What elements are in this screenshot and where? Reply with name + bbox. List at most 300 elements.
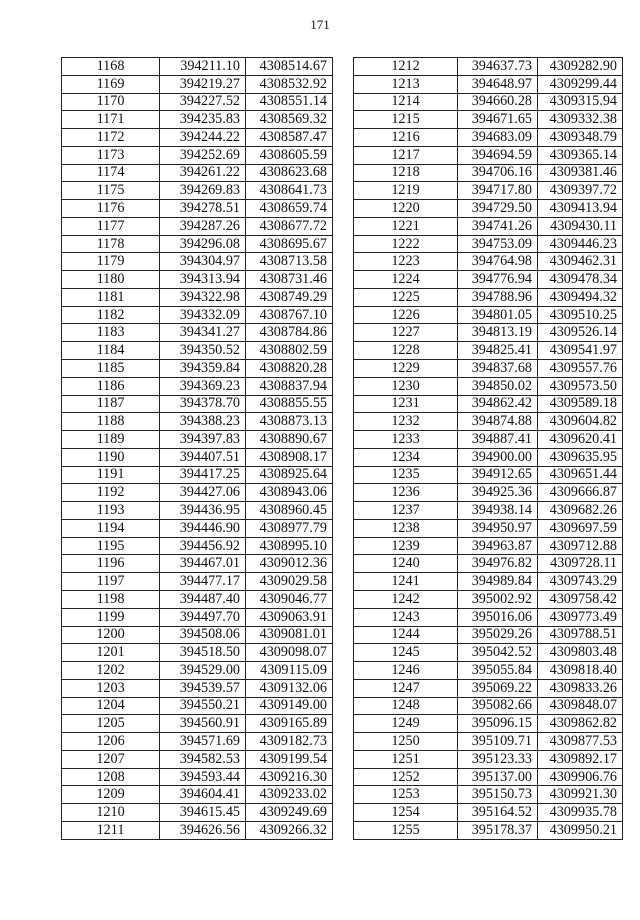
point-number-cell: 1210 [62,804,160,822]
table-row [354,342,623,360]
y-coordinate-cell: 4309712.88 [538,537,623,555]
point-number-cell: 1211 [62,821,160,839]
y-coordinate-cell: 4309573.50 [538,377,623,395]
point-number-cell: 1246 [354,662,458,680]
point-number-cell: 1172 [62,129,160,147]
x-coordinate-cell: 395096.15 [458,715,538,733]
x-coordinate-cell: 395002.92 [458,590,538,608]
point-number-cell: 1238 [354,519,458,537]
y-coordinate-cell: 4309604.82 [538,413,623,431]
x-coordinate-cell: 395123.33 [458,750,538,768]
y-coordinate-cell: 4309651.44 [538,466,623,484]
x-coordinate-cell: 394813.19 [458,324,538,342]
point-number-cell: 1181 [62,288,160,306]
x-coordinate-cell: 394529.00 [160,662,246,680]
x-coordinate-cell: 394694.59 [458,146,538,164]
y-coordinate-cell: 4308677.72 [246,217,333,235]
table-row [62,821,333,839]
table-row [62,590,333,608]
y-coordinate-cell: 4309249.69 [246,804,333,822]
x-coordinate-cell: 394912.65 [458,466,538,484]
table-row [354,111,623,129]
table-row [62,537,333,555]
point-number-cell: 1199 [62,608,160,626]
table-row [354,590,623,608]
table-row [62,413,333,431]
table-row [62,146,333,164]
x-coordinate-cell: 394764.98 [458,253,538,271]
point-number-cell: 1170 [62,93,160,111]
x-coordinate-cell: 394571.69 [160,733,246,751]
table-row [62,271,333,289]
x-coordinate-cell: 394593.44 [160,768,246,786]
point-number-cell: 1193 [62,502,160,520]
y-coordinate-cell: 4309635.95 [538,448,623,466]
point-number-cell: 1247 [354,679,458,697]
point-number-cell: 1182 [62,306,160,324]
y-coordinate-cell: 4308713.58 [246,253,333,271]
point-number-cell: 1254 [354,804,458,822]
point-number-cell: 1169 [62,75,160,93]
point-number-cell: 1189 [62,431,160,449]
y-coordinate-cell: 4308977.79 [246,519,333,537]
x-coordinate-cell: 395109.71 [458,733,538,751]
table-row [354,253,623,271]
point-number-cell: 1217 [354,146,458,164]
table-row [354,413,623,431]
y-coordinate-cell: 4309666.87 [538,484,623,502]
point-number-cell: 1228 [354,342,458,360]
table-row [354,733,623,751]
x-coordinate-cell: 394925.36 [458,484,538,502]
point-number-cell: 1203 [62,679,160,697]
point-number-cell: 1196 [62,555,160,573]
x-coordinate-cell: 394287.26 [160,217,246,235]
point-number-cell: 1239 [354,537,458,555]
table-row [62,182,333,200]
x-coordinate-cell: 395042.52 [458,644,538,662]
y-coordinate-cell: 4309315.94 [538,93,623,111]
table-row [354,182,623,200]
y-coordinate-cell: 4308943.06 [246,484,333,502]
y-coordinate-cell: 4308960.45 [246,502,333,520]
x-coordinate-cell: 395016.06 [458,608,538,626]
y-coordinate-cell: 4309526.14 [538,324,623,342]
x-coordinate-cell: 394407.51 [160,448,246,466]
table-row [62,200,333,218]
point-number-cell: 1192 [62,484,160,502]
table-row [62,715,333,733]
x-coordinate-cell: 395082.66 [458,697,538,715]
table-row [62,662,333,680]
y-coordinate-cell: 4309541.97 [538,342,623,360]
y-coordinate-cell: 4308820.28 [246,360,333,378]
y-coordinate-cell: 4309510.25 [538,306,623,324]
table-row [62,804,333,822]
y-coordinate-cell: 4309773.49 [538,608,623,626]
point-number-cell: 1229 [354,360,458,378]
point-number-cell: 1186 [62,377,160,395]
point-number-cell: 1242 [354,590,458,608]
table-row [354,448,623,466]
table-row [354,271,623,289]
table-row [62,519,333,537]
x-coordinate-cell: 394753.09 [458,235,538,253]
x-coordinate-cell: 394560.91 [160,715,246,733]
x-coordinate-cell: 394850.02 [458,377,538,395]
y-coordinate-cell: 4309892.17 [538,750,623,768]
point-number-cell: 1208 [62,768,160,786]
x-coordinate-cell: 395150.73 [458,786,538,804]
point-number-cell: 1243 [354,608,458,626]
point-number-cell: 1237 [354,502,458,520]
y-coordinate-cell: 4309216.30 [246,768,333,786]
x-coordinate-cell: 394963.87 [458,537,538,555]
point-number-cell: 1183 [62,324,160,342]
y-coordinate-cell: 4309862.82 [538,715,623,733]
point-number-cell: 1225 [354,288,458,306]
table-row [62,626,333,644]
table-row [354,395,623,413]
point-number-cell: 1195 [62,537,160,555]
table-row [62,93,333,111]
point-number-cell: 1206 [62,733,160,751]
point-number-cell: 1177 [62,217,160,235]
x-coordinate-cell: 394582.53 [160,750,246,768]
y-coordinate-cell: 4309182.73 [246,733,333,751]
table-row [62,129,333,147]
point-number-cell: 1191 [62,466,160,484]
table-row [354,537,623,555]
x-coordinate-cell: 394219.27 [160,75,246,93]
point-number-cell: 1168 [62,58,160,76]
table-row [62,466,333,484]
y-coordinate-cell: 4309758.42 [538,590,623,608]
point-number-cell: 1205 [62,715,160,733]
point-number-cell: 1233 [354,431,458,449]
y-coordinate-cell: 4309697.59 [538,519,623,537]
table-row [354,608,623,626]
x-coordinate-cell: 394427.06 [160,484,246,502]
point-number-cell: 1235 [354,466,458,484]
point-number-cell: 1190 [62,448,160,466]
table-row [62,608,333,626]
table-row [62,288,333,306]
y-coordinate-cell: 4308695.67 [246,235,333,253]
point-number-cell: 1250 [354,733,458,751]
table-row [354,324,623,342]
x-coordinate-cell: 394862.42 [458,395,538,413]
point-number-cell: 1244 [354,626,458,644]
x-coordinate-cell: 394456.92 [160,537,246,555]
x-coordinate-cell: 394706.16 [458,164,538,182]
point-number-cell: 1188 [62,413,160,431]
x-coordinate-cell: 394244.22 [160,129,246,147]
point-number-cell: 1231 [354,395,458,413]
point-number-cell: 1227 [354,324,458,342]
point-number-cell: 1221 [354,217,458,235]
x-coordinate-cell: 394388.23 [160,413,246,431]
y-coordinate-cell: 4309098.07 [246,644,333,662]
point-number-cell: 1236 [354,484,458,502]
table-row [354,484,623,502]
x-coordinate-cell: 394332.09 [160,306,246,324]
y-coordinate-cell: 4309589.18 [538,395,623,413]
x-coordinate-cell: 394801.05 [458,306,538,324]
table-row [62,377,333,395]
point-number-cell: 1173 [62,146,160,164]
point-number-cell: 1223 [354,253,458,271]
y-coordinate-cell: 4309115.09 [246,662,333,680]
point-number-cell: 1202 [62,662,160,680]
y-coordinate-cell: 4309132.06 [246,679,333,697]
x-coordinate-cell: 394604.41 [160,786,246,804]
y-coordinate-cell: 4308731.46 [246,271,333,289]
y-coordinate-cell: 4308873.13 [246,413,333,431]
x-coordinate-cell: 394296.08 [160,235,246,253]
point-number-cell: 1248 [354,697,458,715]
x-coordinate-cell: 394976.82 [458,555,538,573]
y-coordinate-cell: 4308767.10 [246,306,333,324]
y-coordinate-cell: 4309046.77 [246,590,333,608]
x-coordinate-cell: 394497.70 [160,608,246,626]
table-row [62,679,333,697]
y-coordinate-cell: 4308659.74 [246,200,333,218]
point-number-cell: 1178 [62,235,160,253]
point-number-cell: 1214 [354,93,458,111]
point-number-cell: 1200 [62,626,160,644]
y-coordinate-cell: 4309877.53 [538,733,623,751]
x-coordinate-cell: 395164.52 [458,804,538,822]
y-coordinate-cell: 4308749.29 [246,288,333,306]
y-coordinate-cell: 4309788.51 [538,626,623,644]
x-coordinate-cell: 394550.21 [160,697,246,715]
table-row [62,644,333,662]
x-coordinate-cell: 394539.57 [160,679,246,697]
table-row [354,129,623,147]
x-coordinate-cell: 394626.56 [160,821,246,839]
x-coordinate-cell: 394741.26 [458,217,538,235]
x-coordinate-cell: 394508.06 [160,626,246,644]
x-coordinate-cell: 394637.73 [458,58,538,76]
table-row [62,431,333,449]
x-coordinate-cell: 394269.83 [160,182,246,200]
y-coordinate-cell: 4309348.79 [538,129,623,147]
point-number-cell: 1201 [62,644,160,662]
y-coordinate-cell: 4309365.14 [538,146,623,164]
table-row [62,253,333,271]
y-coordinate-cell: 4309149.00 [246,697,333,715]
point-number-cell: 1219 [354,182,458,200]
x-coordinate-cell: 394322.98 [160,288,246,306]
y-coordinate-cell: 4309413.94 [538,200,623,218]
y-coordinate-cell: 4309921.30 [538,786,623,804]
x-coordinate-cell: 395029.26 [458,626,538,644]
point-number-cell: 1198 [62,590,160,608]
y-coordinate-cell: 4309430.11 [538,217,623,235]
x-coordinate-cell: 394378.70 [160,395,246,413]
table-row [354,626,623,644]
x-coordinate-cell: 394369.23 [160,377,246,395]
point-number-cell: 1249 [354,715,458,733]
x-coordinate-cell: 394467.01 [160,555,246,573]
y-coordinate-cell: 4308569.32 [246,111,333,129]
x-coordinate-cell: 394235.83 [160,111,246,129]
y-coordinate-cell: 4308641.73 [246,182,333,200]
y-coordinate-cell: 4308784.86 [246,324,333,342]
coordinate-table-left [61,57,333,840]
point-number-cell: 1171 [62,111,160,129]
x-coordinate-cell: 394671.65 [458,111,538,129]
y-coordinate-cell: 4308925.64 [246,466,333,484]
x-coordinate-cell: 394278.51 [160,200,246,218]
y-coordinate-cell: 4309299.44 [538,75,623,93]
y-coordinate-cell: 4309848.07 [538,697,623,715]
y-coordinate-cell: 4308837.94 [246,377,333,395]
y-coordinate-cell: 4309494.32 [538,288,623,306]
point-number-cell: 1232 [354,413,458,431]
y-coordinate-cell: 4309743.29 [538,573,623,591]
x-coordinate-cell: 394252.69 [160,146,246,164]
table-row [354,93,623,111]
y-coordinate-cell: 4309266.32 [246,821,333,839]
table-row [354,164,623,182]
x-coordinate-cell: 395178.37 [458,821,538,839]
table-row [354,200,623,218]
table-row [354,573,623,591]
point-number-cell: 1179 [62,253,160,271]
table-row [62,448,333,466]
y-coordinate-cell: 4308587.47 [246,129,333,147]
table-row [354,502,623,520]
point-number-cell: 1215 [354,111,458,129]
y-coordinate-cell: 4309081.01 [246,626,333,644]
table-row [354,804,623,822]
y-coordinate-cell: 4309332.38 [538,111,623,129]
table-row [354,306,623,324]
point-number-cell: 1241 [354,573,458,591]
x-coordinate-cell: 394900.00 [458,448,538,466]
x-coordinate-cell: 394227.52 [160,93,246,111]
y-coordinate-cell: 4309557.76 [538,360,623,378]
y-coordinate-cell: 4309446.23 [538,235,623,253]
x-coordinate-cell: 394359.84 [160,360,246,378]
y-coordinate-cell: 4309165.89 [246,715,333,733]
table-row [62,697,333,715]
table-row [354,431,623,449]
point-number-cell: 1253 [354,786,458,804]
y-coordinate-cell: 4309728.11 [538,555,623,573]
x-coordinate-cell: 394304.97 [160,253,246,271]
point-number-cell: 1222 [354,235,458,253]
x-coordinate-cell: 394518.50 [160,644,246,662]
point-number-cell: 1184 [62,342,160,360]
table-row [62,502,333,520]
y-coordinate-cell: 4309462.31 [538,253,623,271]
x-coordinate-cell: 394211.10 [160,58,246,76]
table-row [354,750,623,768]
table-row [354,679,623,697]
table-row [62,750,333,768]
x-coordinate-cell: 394660.28 [458,93,538,111]
x-coordinate-cell: 394717.80 [458,182,538,200]
x-coordinate-cell: 394477.17 [160,573,246,591]
table-row [354,466,623,484]
y-coordinate-cell: 4308532.92 [246,75,333,93]
table-row [62,555,333,573]
point-number-cell: 1226 [354,306,458,324]
table-row [354,644,623,662]
y-coordinate-cell: 4309282.90 [538,58,623,76]
y-coordinate-cell: 4308855.55 [246,395,333,413]
y-coordinate-cell: 4309935.78 [538,804,623,822]
x-coordinate-cell: 394417.25 [160,466,246,484]
table-row [62,306,333,324]
point-number-cell: 1216 [354,129,458,147]
table-row [62,360,333,378]
point-number-cell: 1209 [62,786,160,804]
y-coordinate-cell: 4309906.76 [538,768,623,786]
y-coordinate-cell: 4309950.21 [538,821,623,839]
y-coordinate-cell: 4309818.40 [538,662,623,680]
x-coordinate-cell: 394648.97 [458,75,538,93]
x-coordinate-cell: 394788.96 [458,288,538,306]
x-coordinate-cell: 394487.40 [160,590,246,608]
y-coordinate-cell: 4308605.59 [246,146,333,164]
point-number-cell: 1255 [354,821,458,839]
x-coordinate-cell: 394729.50 [458,200,538,218]
table-row [62,75,333,93]
coordinate-table-right [353,57,623,840]
point-number-cell: 1224 [354,271,458,289]
x-coordinate-cell: 395055.84 [458,662,538,680]
y-coordinate-cell: 4308514.67 [246,58,333,76]
point-number-cell: 1240 [354,555,458,573]
x-coordinate-cell: 395137.00 [458,768,538,786]
table-row [62,768,333,786]
table-row [62,786,333,804]
x-coordinate-cell: 394837.68 [458,360,538,378]
x-coordinate-cell: 394436.95 [160,502,246,520]
x-coordinate-cell: 394776.94 [458,271,538,289]
y-coordinate-cell: 4309233.02 [246,786,333,804]
table-row [354,58,623,76]
point-number-cell: 1176 [62,200,160,218]
x-coordinate-cell: 394874.88 [458,413,538,431]
table-row [354,360,623,378]
table-row [354,821,623,839]
point-number-cell: 1185 [62,360,160,378]
point-number-cell: 1207 [62,750,160,768]
table-row [62,342,333,360]
y-coordinate-cell: 4309833.26 [538,679,623,697]
table-row [354,519,623,537]
table-row [354,662,623,680]
y-coordinate-cell: 4309620.41 [538,431,623,449]
point-number-cell: 1197 [62,573,160,591]
x-coordinate-cell: 394350.52 [160,342,246,360]
y-coordinate-cell: 4309381.46 [538,164,623,182]
table-row [354,146,623,164]
table-row [62,164,333,182]
point-number-cell: 1251 [354,750,458,768]
table-row [62,217,333,235]
point-number-cell: 1252 [354,768,458,786]
table-row [354,555,623,573]
x-coordinate-cell: 394950.97 [458,519,538,537]
point-number-cell: 1213 [354,75,458,93]
x-coordinate-cell: 394341.27 [160,324,246,342]
